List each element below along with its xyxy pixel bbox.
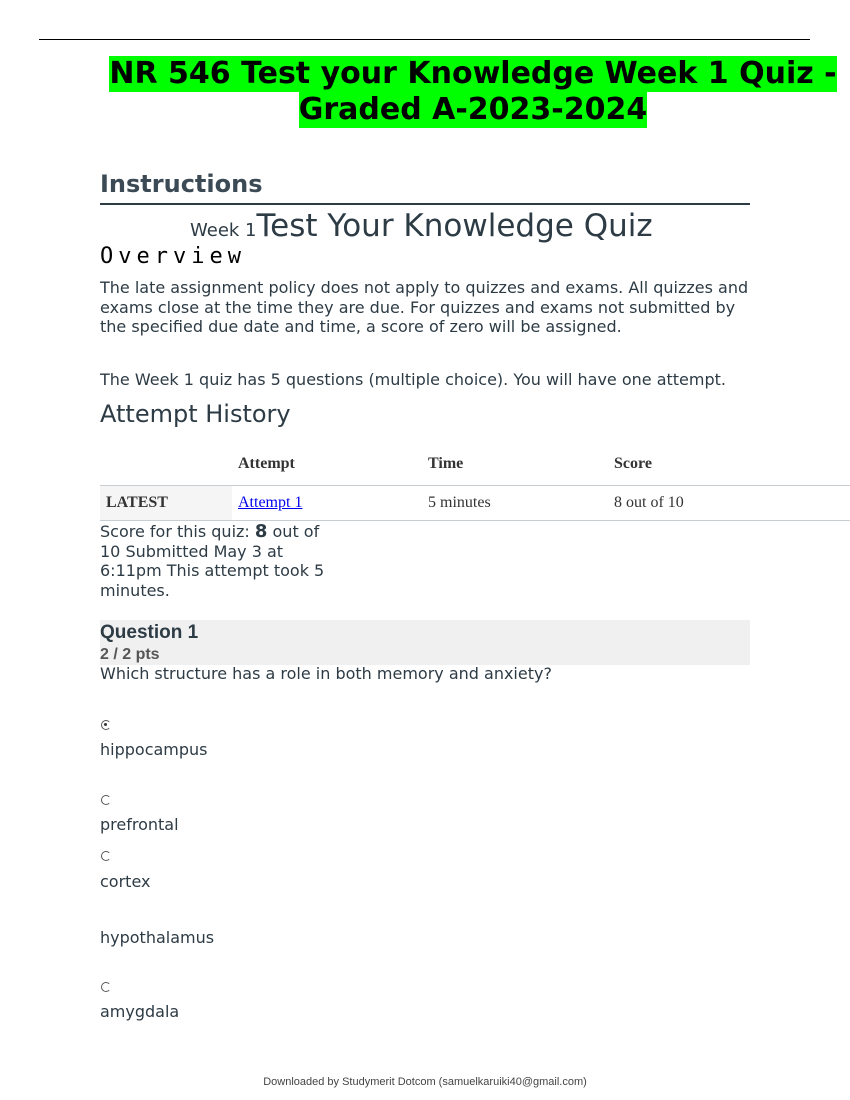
document-title (98, 56, 848, 128)
column-header-attempt: Attempt (232, 445, 422, 486)
title-line-2: Graded A-2023-2024 (298, 92, 648, 127)
title-line-1: NR 546 Test your Knowledge Week 1 Quiz - (109, 56, 837, 91)
table-row (100, 486, 850, 521)
time-cell: 5 minutes (422, 486, 608, 521)
answer-option: cortex (100, 872, 151, 891)
questions-paragraph: The Week 1 quiz has 5 questions (multiple choice). You will have one attempt. (100, 370, 726, 389)
table-header-row (100, 445, 850, 486)
radio-icon[interactable] (101, 851, 111, 861)
attempt-history-heading: Attempt History (100, 400, 291, 428)
score-cell: 8 out of 10 (608, 486, 850, 521)
score-summary (100, 522, 330, 600)
latest-label: LATEST (100, 486, 232, 521)
quiz-title (190, 208, 653, 244)
radio-icon[interactable] (101, 795, 111, 805)
top-rule (39, 39, 810, 40)
question-points: 2 / 2 pts (100, 646, 160, 663)
radio-icon[interactable] (101, 982, 111, 992)
answer-option: hypothalamus (100, 928, 215, 947)
download-footer: Downloaded by Studymerit Dotcom (samuelkaruiki40@gmail.com) (263, 1076, 587, 1088)
question-title: Question 1 (100, 622, 199, 643)
score-value: 8 (254, 521, 268, 542)
question-text: Which structure has a role in both memory and anxiety? (100, 664, 552, 683)
question-header (100, 620, 750, 665)
radio-selected-icon[interactable] (101, 720, 111, 730)
column-header-score: Score (608, 445, 850, 486)
column-header-time: Time (422, 445, 608, 486)
score-suffix: out of 10 Submitted May 3 at 6:11pm This attempt took 5 minutes. (100, 522, 325, 600)
column-header-blank (100, 445, 232, 486)
attempt-history-table (100, 445, 850, 521)
attempt-cell (232, 486, 422, 521)
instructions-heading: Instructions (100, 170, 750, 205)
policy-paragraph: The late assignment policy does not apply to quizzes and exams. All quizzes and exams close at the time they are due. For quizzes and exams not submitted by the specified due date and time, a score of zero will be assigned. (100, 278, 749, 336)
week-prefix: Week 1 (190, 220, 257, 241)
attempt-1-link[interactable]: Attempt 1 (238, 494, 303, 511)
answer-option: prefrontal (100, 815, 179, 834)
overview-heading: Overview (100, 244, 246, 269)
quiz-title-text: Test Your Knowledge Quiz (256, 208, 653, 244)
answer-option: amygdala (100, 1002, 180, 1021)
score-prefix: Score for this quiz: (100, 522, 255, 541)
answer-option: hippocampus (100, 740, 208, 759)
